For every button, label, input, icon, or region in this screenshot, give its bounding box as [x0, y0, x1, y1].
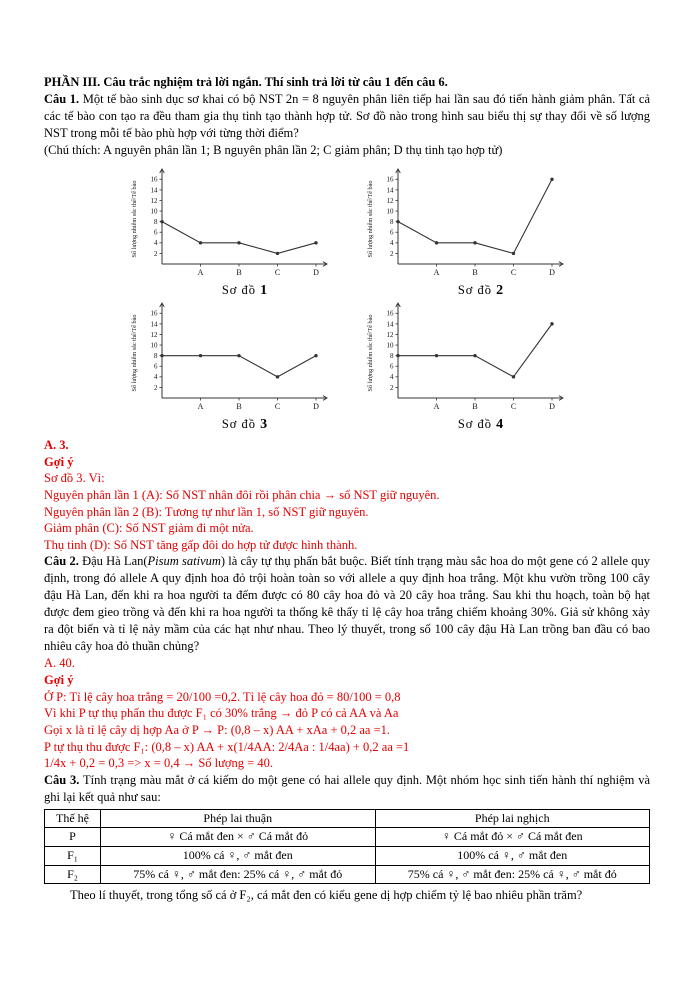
- svg-text:14: 14: [150, 186, 158, 195]
- line-chart-svg: [128, 301, 330, 415]
- chart-so-do-1: [128, 167, 330, 299]
- chart-2-caption: Sơ đồ 2: [457, 283, 505, 298]
- svg-text:2: 2: [154, 249, 158, 258]
- section-title: PHẦN III. Câu trắc nghiệm trả lời ngắn. Thí sinh trả lời từ câu 1 đến câu 6.: [44, 75, 448, 89]
- svg-text:8: 8: [154, 352, 158, 361]
- table-cell: 75% cá ♀, ♂ mắt đen: 25% cá ♀, ♂ mắt đỏ: [375, 865, 650, 884]
- table-row: [45, 828, 650, 847]
- svg-text:16: 16: [150, 175, 158, 184]
- charts-grid: [128, 167, 650, 433]
- q3-paragraph: [44, 772, 650, 806]
- chart-4-caption: Sơ đồ 4: [457, 417, 505, 432]
- q2-hint-label: Gợi ý: [44, 673, 74, 687]
- svg-text:D: D: [549, 268, 555, 277]
- line-chart-svg: [128, 167, 330, 281]
- table-cell-generation: F₂: [45, 865, 101, 884]
- chart-3-plot: [128, 301, 330, 419]
- svg-text:2: 2: [154, 383, 158, 392]
- svg-text:14: 14: [150, 320, 158, 329]
- svg-text:2: 2: [390, 249, 394, 258]
- svg-text:14: 14: [386, 186, 394, 195]
- table-row: [45, 846, 650, 865]
- chart-2-plot: [364, 167, 566, 285]
- chart-so-do-4: [364, 301, 566, 433]
- svg-text:D: D: [313, 268, 319, 277]
- q1-hint-line: Giảm phân (C): Số NST giảm đi một nửa.: [44, 521, 254, 536]
- q2-text-before: Đậu Hà Lan(: [82, 554, 148, 569]
- svg-text:4: 4: [154, 239, 158, 248]
- q1-hint-label: Gợi ý: [44, 454, 74, 469]
- svg-text:10: 10: [150, 341, 158, 350]
- table-header-generation: Thế hệ: [45, 809, 101, 828]
- svg-text:12: 12: [150, 196, 158, 205]
- svg-text:A: A: [197, 402, 204, 411]
- table-header-row: [45, 809, 650, 828]
- svg-text:B: B: [236, 268, 242, 277]
- svg-text:D: D: [549, 402, 555, 411]
- svg-text:A: A: [197, 268, 204, 277]
- q2-hint-line: Gọi x là tỉ lệ cây dị hợp Aa ở P → P: (0,8 – x) AA + xAa + 0,2 aa =1.: [44, 722, 391, 737]
- svg-text:16: 16: [386, 175, 394, 184]
- table-cell: 100% cá ♀, ♂ mắt đen: [101, 846, 376, 865]
- svg-text:C: C: [274, 402, 281, 411]
- svg-text:A: A: [433, 268, 440, 277]
- svg-text:12: 12: [386, 196, 394, 205]
- table-cell-generation: P: [45, 828, 101, 847]
- q3-label: Câu 3.: [44, 772, 80, 787]
- q2-hint-line: Vì khi P tự thụ phấn thu được F₁ có 30% trắng → đỏ P có cả AA và Aa: [44, 706, 399, 721]
- svg-text:16: 16: [386, 309, 394, 318]
- q2-hint-line: P tự thụ thu được F₁: (0,8 – x) AA + x(1/4AA: 2/4Aa : 1/4aa) + 0,2 aa =1: [44, 739, 410, 754]
- chart-4-plot: [364, 301, 566, 419]
- svg-text:B: B: [472, 268, 478, 277]
- q1-answer: A. 3.: [44, 438, 69, 452]
- svg-text:10: 10: [386, 341, 394, 350]
- table-cell-generation: F₁: [45, 846, 101, 865]
- q1-text: Một tế bào sinh dục sơ khai có bộ NST 2n = 8 nguyên phân liên tiếp hai lần sau đó tiến hành giảm phân. Tất cả các tế bào con tạo ra đều tham gia thụ tinh tạo thành hợp tử. Sơ đồ nào trong hình sau biểu thị sự thay đổi về số lượng NST trong mỗi tế bào phù hợp với từng thời điểm?: [44, 92, 650, 140]
- q2-answer: A. 40.: [44, 656, 75, 671]
- q1-hint-line: Thụ tinh (D): Số NST tăng gấp đôi do hợp tử được hình thành.: [44, 537, 358, 552]
- q2-label: Câu 2.: [44, 554, 79, 569]
- table-cell: 75% cá ♀, ♂ mắt đen: 25% cá ♀, ♂ mắt đỏ: [101, 865, 376, 884]
- q3-text: Tính trạng màu mắt ở cá kiếm do một gene có hai allele quy định. Một nhóm học sinh tiến hành thí nghiệm và ghi lại kết quả như sau:: [44, 772, 650, 804]
- svg-text:B: B: [236, 402, 242, 411]
- chart-1-plot: [128, 167, 330, 285]
- line-chart-svg: [364, 301, 566, 415]
- chart-so-do-2: [364, 167, 566, 299]
- svg-text:C: C: [274, 268, 281, 277]
- svg-text:14: 14: [386, 320, 394, 329]
- q2-paragraph: [44, 553, 650, 655]
- svg-text:8: 8: [154, 218, 158, 227]
- table-cell: ♀ Cá mắt đỏ × ♂ Cá mắt đen: [375, 828, 650, 847]
- table-row: [45, 865, 650, 884]
- q1-note: (Chú thích: A nguyên phân lần 1; B nguyên phân lần 2; C giảm phân; D thụ tinh tạo hợp tử): [44, 143, 503, 157]
- svg-text:6: 6: [154, 228, 158, 237]
- q2-hint-line: Ở P: Tỉ lệ cây hoa trắng = 20/100 =0,2. Tỉ lệ cây hoa đỏ = 80/100 = 0,8: [44, 689, 401, 704]
- svg-text:Số lượng nhiễm sắc thể/Tế bào: Số lượng nhiễm sắc thể/Tế bào: [131, 180, 138, 258]
- q1-hint-line: Sơ đồ 3. Vì:: [44, 471, 105, 486]
- chart-3-caption: Sơ đồ 3: [221, 417, 269, 432]
- svg-text:10: 10: [386, 207, 394, 216]
- table-cell: 100% cá ♀, ♂ mắt đen: [375, 846, 650, 865]
- svg-text:12: 12: [386, 330, 394, 339]
- svg-text:2: 2: [390, 383, 394, 392]
- svg-text:16: 16: [150, 309, 158, 318]
- line-chart-svg: [364, 167, 566, 281]
- svg-text:4: 4: [390, 373, 394, 382]
- svg-text:4: 4: [154, 373, 158, 382]
- svg-text:C: C: [510, 268, 517, 277]
- svg-text:C: C: [510, 402, 517, 411]
- q1-paragraph: [44, 91, 650, 142]
- q3-closing-question: Theo lí thuyết, trong tổng số cá ở F₂, cá mắt đen có kiểu gene dị hợp chiếm tỷ lệ bao nhiêu phần trăm?: [70, 888, 583, 903]
- svg-text:D: D: [313, 402, 319, 411]
- svg-text:Số lượng nhiễm sắc thể/Tế bào: Số lượng nhiễm sắc thể/Tế bào: [367, 314, 374, 392]
- q2-text-after: ) là cây tự thụ phấn bắt buộc. Biết tính trạng màu sắc hoa do một gene có 2 allele quy định, trong đó allele A quy định hoa đỏ trội hoàn toàn so với allele a quy định hoa trắng. Một khu vườn trồng 100 cây đậu Hà Lan, đến khi ra hoa người ta đếm được có 80 cây hoa đỏ và 20 cây hoa trắng. Sau khi thu hoạch, toàn bộ hạt được đem gieo trồng và đến khi ra hoa người ta thống kê thấy tỉ lệ cây hoa trắng chiếm khoảng 30%. Giả sử không xảy ra đột biến và tỉ lệ nảy mầm của các hạt như nhau. Theo lý thuyết, trong số 100 cây đậu Hà Lan trồng ban đầu có bao nhiêu cây hoa đỏ thuần chủng?: [44, 554, 651, 654]
- svg-text:6: 6: [154, 362, 158, 371]
- q1-hint-line: Nguyên phân lần 1 (A): Số NST nhân đôi rồi phân chia → số NST giữ nguyên.: [44, 487, 440, 502]
- cross-results-table: [44, 809, 650, 884]
- svg-text:6: 6: [390, 362, 394, 371]
- chart-so-do-3: [128, 301, 330, 433]
- table-header-reciprocal-cross: Phép lai nghịch: [375, 809, 650, 828]
- svg-text:8: 8: [390, 352, 394, 361]
- svg-text:B: B: [472, 402, 478, 411]
- svg-text:Số lượng nhiễm sắc thể/Tế bào: Số lượng nhiễm sắc thể/Tế bào: [131, 314, 138, 392]
- svg-text:4: 4: [390, 239, 394, 248]
- chart-1-caption: Sơ đồ 1: [221, 283, 269, 298]
- svg-text:8: 8: [390, 218, 394, 227]
- table-header-forward-cross: Phép lai thuận: [101, 809, 376, 828]
- svg-text:A: A: [433, 402, 440, 411]
- q1-hint-line: Nguyên phân lần 2 (B): Tương tự như lần 1, số NST giữ nguyên.: [44, 504, 369, 519]
- table-cell: ♀ Cá mắt đen × ♂ Cá mắt đỏ: [101, 828, 376, 847]
- svg-text:12: 12: [150, 330, 158, 339]
- q2-hint-line: 1/4x + 0,2 = 0,3 => x = 0,4 → Số lượng = 40.: [44, 756, 273, 771]
- svg-text:Số lượng nhiễm sắc thể/Tế bào: Số lượng nhiễm sắc thể/Tế bào: [367, 180, 374, 258]
- svg-text:6: 6: [390, 228, 394, 237]
- q2-species-italic: Pisum sativum: [147, 554, 221, 569]
- q1-label: Câu 1.: [44, 92, 80, 106]
- svg-text:10: 10: [150, 207, 158, 216]
